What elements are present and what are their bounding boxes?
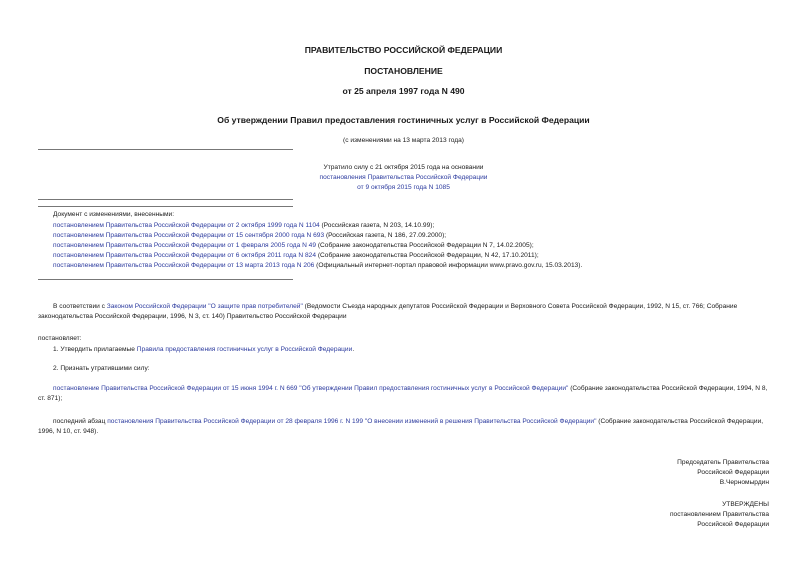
approved-line: УТВЕРЖДЕНЫ [722,501,769,508]
repealed-link-2[interactable]: постановления Правительства Российской Федерации от 28 февраля 1996 г. N 199 "О внесении изменений в решения Правительства Российской Федерации" [107,418,597,425]
divider [38,279,293,280]
expired-note: Утратило силу с 21 октября 2015 года на основании [323,164,484,171]
amendment-link[interactable]: постановлением Правительства Российской Федерации от 13 марта 2013 года N 206 [53,262,315,269]
item-1: 1. Утвердить прилагаемые Правила предоставления гостиничных услуг в Российской Федерации. [53,346,355,353]
amendment-item [53,241,534,251]
amendment-source: (Российская газета, N 186, 27.09.2000); [324,232,447,239]
amendments-intro: Документ с изменениями, внесенными: [53,211,175,218]
amendment-item [53,221,434,231]
doc-type-heading: ПОСТАНОВЛЕНИЕ [364,66,443,76]
expired-link-1[interactable]: постановления Правительства Российской Федерации [319,174,488,181]
preamble-paragraph: В соответствии с Законом Российской Федерации "О защите прав потребителей" (Ведомости Съезда народных депутатов Российской Федерации и Верховного Совета Российской Федерации, 1992, N 15, ст. 766; Собрание законодательства Российской Федерации, 1996, N 3, ст. 140) Правительство Российской Федерации [38,303,738,320]
rules-link[interactable]: Правила предоставления гостиничных услуг в Российской Федерации [136,346,353,353]
amendment-source: (Собрание законодательства Российской Федерации N 7, 14.02.2005); [316,242,534,249]
amendment-item [53,261,582,271]
signature-line: Российской Федерации [697,469,769,476]
org-heading: ПРАВИТЕЛЬСТВО РОССИЙСКОЙ ФЕДЕРАЦИИ [304,45,503,55]
repealed-paragraph-2: последний абзац постановления Правительства Российской Федерации от 28 февраля 1996 г. N 199 "О внесении изменений в решения Правительства Российской Федерации" (Собрание законодательства Российской Федерации, 1996, N 10, ст. 948). [38,418,764,435]
consumer-law-link[interactable]: Законом Российской Федерации "О защите прав потребителей" [106,303,303,310]
amendment-source: (Официальный интернет-портал правовой информации www.pravo.gov.ru, 15.03.2013). [314,262,583,269]
expired-link-2[interactable]: от 9 октября 2015 года N 1085 [357,184,450,191]
divider [38,206,293,207]
date-number-heading: от 25 апреля 1997 года N 490 [342,86,465,96]
amendment-item [53,231,446,241]
amended-note: (с изменениями на 13 марта 2013 года) [343,137,464,144]
approved-block [670,500,769,530]
signature-name: В.Черномырдин [719,479,769,486]
amendment-source: (Собрание законодательства Российской Федерации, N 42, 17.10.2011); [316,252,539,259]
decrees-label: постановляет: [38,335,82,342]
amendment-link[interactable]: постановлением Правительства Российской Федерации от 1 февраля 2005 года N 49 [53,242,317,249]
signature-line: Председатель Правительства [677,459,769,466]
amendment-link[interactable]: постановлением Правительства Российской Федерации от 15 сентября 2000 года N 693 [53,232,325,239]
divider [38,149,293,150]
repealed-link-1[interactable]: постановление Правительства Российской Федерации от 15 июня 1994 г. N 669 "Об утверждении Правил предоставления гостиничных услуг в Российской Федерации" [53,385,569,392]
item-2: 2. Признать утратившими силу: [53,365,150,372]
approved-line: Российской Федерации [697,521,769,528]
divider [38,199,293,200]
amendment-source: (Российская газета, N 203, 14.10.99); [319,222,435,229]
approved-line: постановлением Правительства [669,511,769,518]
amendment-item [53,251,539,261]
repealed-paragraph-1: постановление Правительства Российской Федерации от 15 июня 1994 г. N 669 "Об утверждении Правил предоставления гостиничных услуг в Российской Федерации" (Собрание законодательства Российской Федерации, 1994, N 8, ст. 871); [38,385,768,402]
amendment-link[interactable]: постановлением Правительства Российской Федерации от 6 октября 2011 года N 824 [53,252,316,259]
document-title: Об утверждении Правил предоставления гостиничных услуг в Российской Федерации [217,115,590,125]
amendment-link[interactable]: постановлением Правительства Российской Федерации от 2 октября 1999 года N 1104 [53,222,320,229]
signature-block [677,458,769,488]
